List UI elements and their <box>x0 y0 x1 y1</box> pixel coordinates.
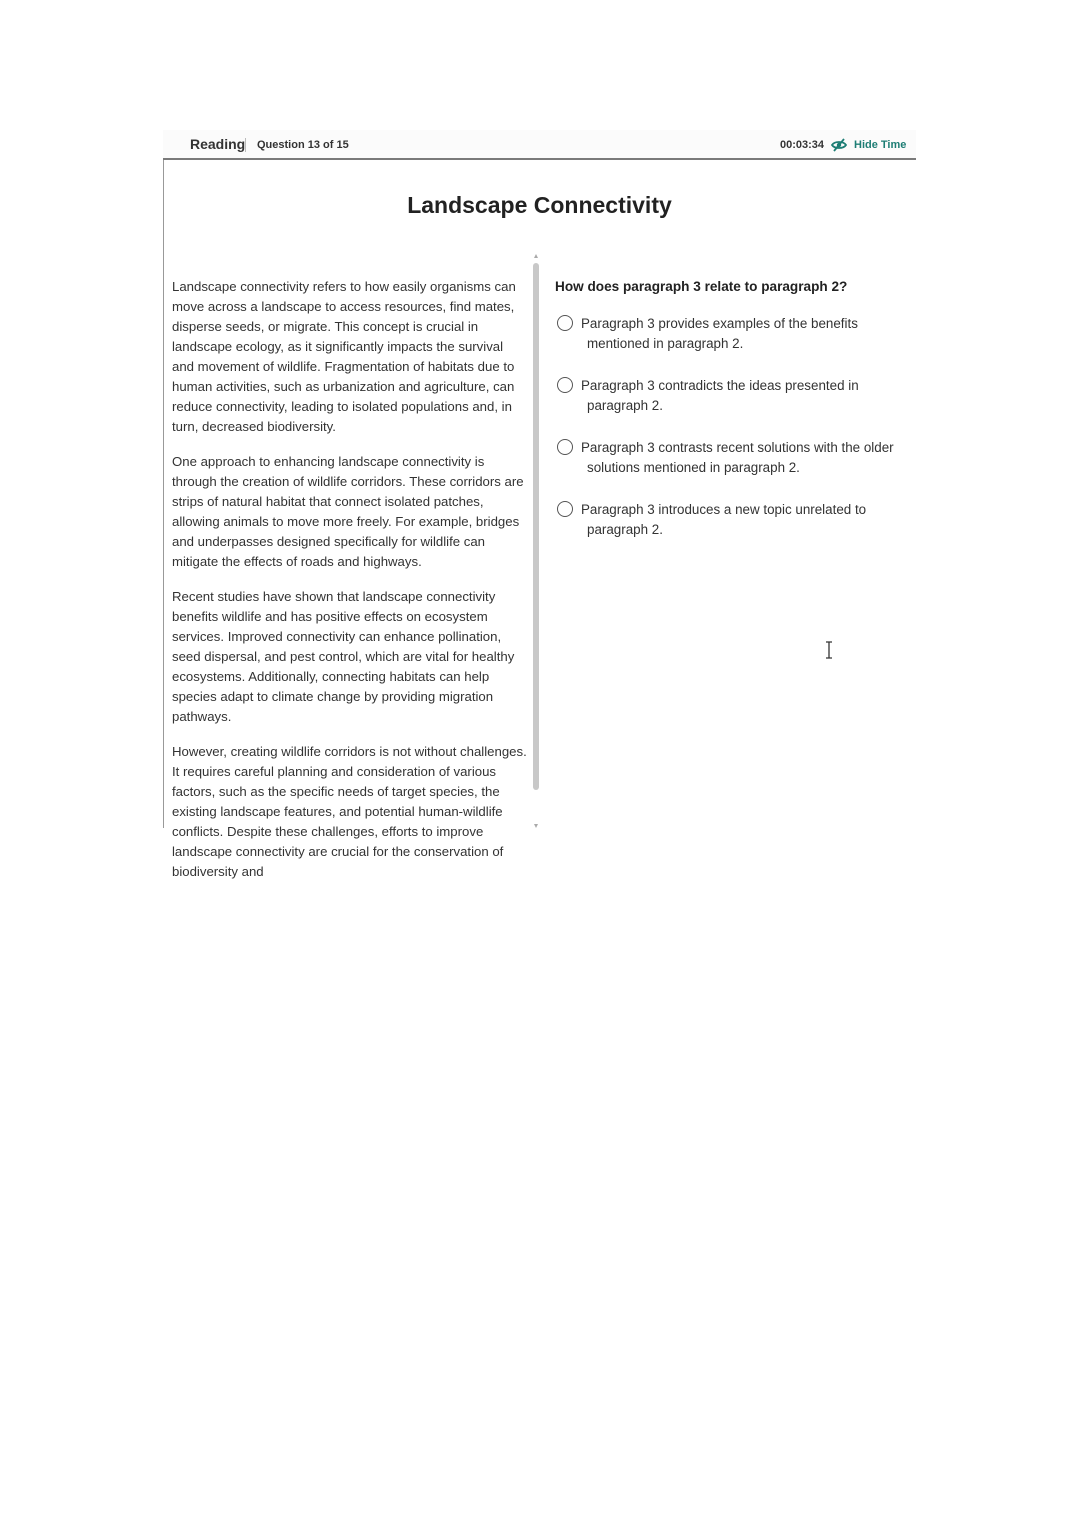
passage-title: Landscape Connectivity <box>407 192 672 218</box>
section-label: Reading <box>190 136 246 152</box>
question-counter: Question 13 of 15 <box>257 139 349 151</box>
top-bar <box>163 130 916 160</box>
answer-option-b[interactable] <box>555 376 905 416</box>
question-pane <box>555 279 905 562</box>
passage-paragraph-3: Recent studies have shown that landscape connectivity benefits wildlife and has positive effects on ecosystem services. Improved connectivity can enhance pollination, seed dispersal, and pest control, which are vital for healthy ecosystems. Additionally, connecting habitats can help species adapt to climate change by providing migration pathways. <box>172 589 515 724</box>
passage-pane[interactable] <box>172 277 528 879</box>
answer-option-text: Paragraph 3 contradicts the ideas presented in paragraph 2. <box>581 378 859 413</box>
passage-paragraph-1: Landscape connectivity refers to how easily organisms can move across a landscape to access resources, find mates, disperse seeds, or migrate. This concept is crucial in landscape ecology, as it significantly impacts the survival and movement of wildlife. Fragmentation of habitats due to human activities, such as urbanization and agriculture, can reduce connectivity, leading to isolated populations and, in turn, decreased biodiversity. <box>172 279 516 434</box>
scroll-thumb[interactable] <box>533 263 539 790</box>
eye-slash-icon <box>831 138 847 152</box>
scroll-up-arrow-icon[interactable] <box>534 254 538 258</box>
question-prompt: How does paragraph 3 relate to paragraph 2? <box>555 279 848 294</box>
timer-display: 00:03:34 <box>780 139 825 151</box>
answer-option-text: Paragraph 3 provides examples of the benefits mentioned in paragraph 2. <box>581 316 858 351</box>
answer-option-c[interactable] <box>555 438 905 478</box>
scroll-down-arrow-icon[interactable] <box>534 824 538 828</box>
header-divider <box>245 138 246 152</box>
answer-option-text: Paragraph 3 introduces a new topic unrelated to paragraph 2. <box>581 502 867 537</box>
hide-time-label: Hide Time <box>854 139 907 151</box>
test-window <box>163 130 916 879</box>
answer-option-a[interactable] <box>555 314 905 354</box>
answer-option-text: Paragraph 3 contrasts recent solutions with the older solutions mentioned in paragraph 2. <box>581 440 894 475</box>
passage-paragraph-2: One approach to enhancing landscape connectivity is through the creation of wildlife corridors. These corridors are strips of natural habitat that connect isolated patches, allowing animals to move more freely. For example, bridges and underpasses designed specifically for wildlife can mitigate the effects of roads and highways. <box>172 454 524 569</box>
radio-button[interactable] <box>557 377 573 393</box>
text-cursor-icon <box>823 641 835 659</box>
passage-paragraph-4: However, creating wildlife corridors is not without challenges. It requires careful planning and consideration of various factors, such as the specific needs of target species, the existing landscape features, and potential human-wildlife conflicts. Despite these challenges, efforts to improve landscape connectivity are crucial for the conservation of biodiversity and <box>172 744 527 879</box>
radio-button[interactable] <box>557 439 573 455</box>
answer-option-d[interactable] <box>555 500 905 540</box>
window-left-border <box>163 160 164 828</box>
passage-scrollbar[interactable] <box>532 254 540 828</box>
radio-button[interactable] <box>557 501 573 517</box>
radio-button[interactable] <box>557 315 573 331</box>
hide-time-button[interactable] <box>831 136 906 154</box>
